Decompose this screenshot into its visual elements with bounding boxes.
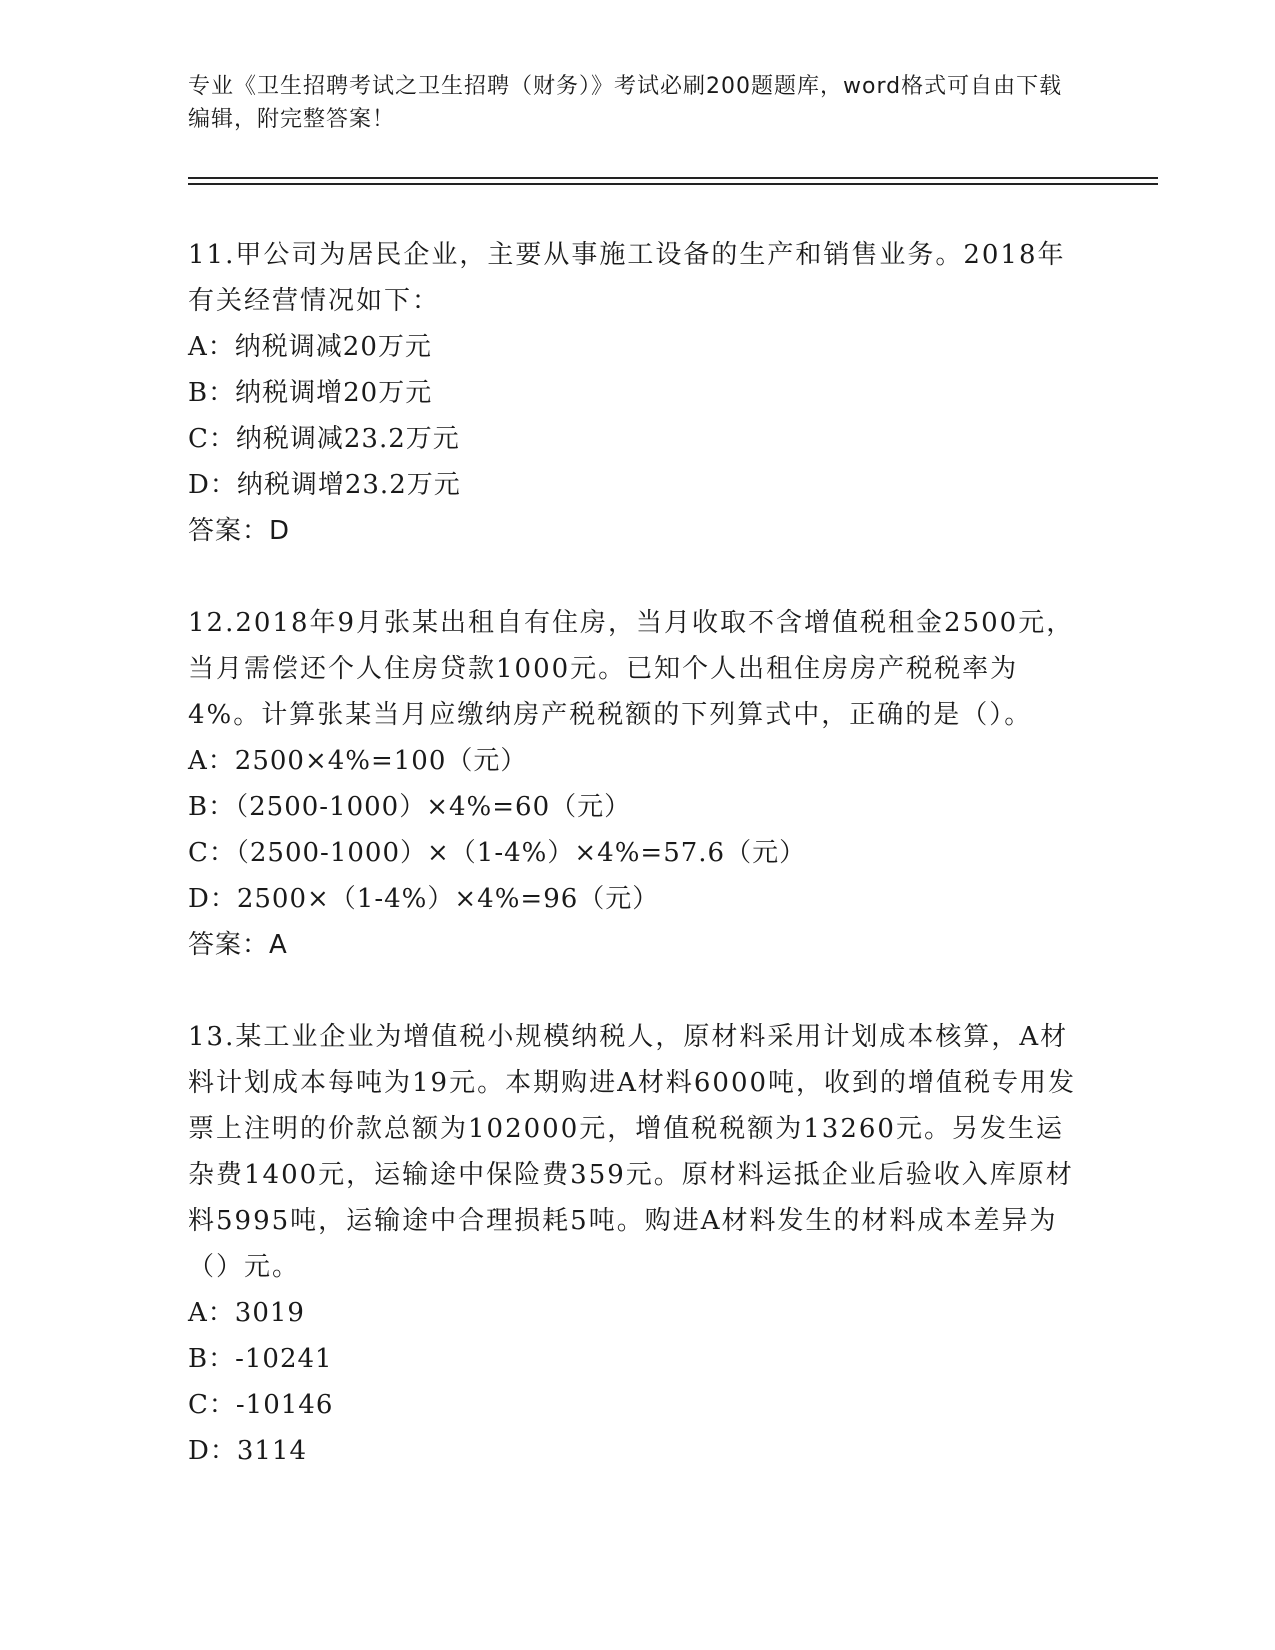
document-header: 专业《卫生招聘考试之卫生招聘（财务）》考试必刷200题题库，word格式可自由下载编辑，附完整答案！ xyxy=(188,74,1063,132)
question-11 xyxy=(188,232,1078,554)
header-divider-top xyxy=(188,177,1158,179)
option-d: D：纳税调增23.2万元 xyxy=(188,470,461,500)
option-a: A：3019 xyxy=(188,1298,305,1328)
question-text: 11.甲公司为居民企业，主要从事施工设备的生产和销售业务。2018年有关经营情况如下： xyxy=(188,240,1066,316)
option-b: B：-10241 xyxy=(188,1344,333,1374)
question-13 xyxy=(188,1014,1078,1474)
option-b: B：纳税调增20万元 xyxy=(188,378,433,408)
question-spacer xyxy=(188,554,1078,600)
option-c: C：（2500-1000）×（1-4%）×4%=57.6（元） xyxy=(188,838,807,868)
question-12 xyxy=(188,600,1078,968)
option-a: A：纳税调减20万元 xyxy=(188,332,432,362)
option-d: D：3114 xyxy=(188,1436,308,1466)
answer-line: 答案：A xyxy=(188,930,288,960)
question-text: 12.2018年9月张某出租自有住房，当月收取不含增值税租金2500元，当月需偿还个人住房贷款1000元。已知个人出租住房房产税税率为4%。计算张某当月应缴纳房产税税额的下列算式中，正确的是（）。 xyxy=(188,608,1075,730)
option-c: C：纳税调减23.2万元 xyxy=(188,424,460,454)
option-b: B：（2500-1000）×4%=60（元） xyxy=(188,792,632,822)
header-divider-bottom xyxy=(188,183,1158,185)
question-list xyxy=(188,232,1078,1474)
answer-line: 答案：D xyxy=(188,516,291,546)
question-text: 13.某工业企业为增值税小规模纳税人，原材料采用计划成本核算，A材料计划成本每吨为19元。本期购进A材料6000吨，收到的增值税专用发票上注明的价款总额为102000元，增值税税额为13260元。另发生运杂费1400元，运输途中保险费359元。原材料运抵企业后验收入库原材料5995吨，运输途中合理损耗5吨。购进A材料发生的材料成本差异为（）元。 xyxy=(188,1022,1077,1282)
option-c: C：-10146 xyxy=(188,1390,334,1420)
option-d: D：2500×（1-4%）×4%=96（元） xyxy=(188,884,660,914)
option-a: A：2500×4%=100（元） xyxy=(188,746,528,776)
question-spacer xyxy=(188,968,1078,1014)
